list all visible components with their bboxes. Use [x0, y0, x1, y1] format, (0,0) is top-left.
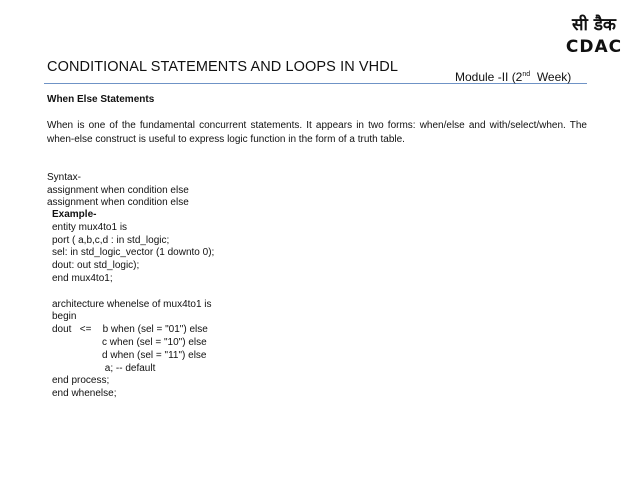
code-line: end mux4to1; [52, 272, 113, 284]
module-prefix: Module -II (2 [455, 70, 523, 84]
cdac-logo [560, 12, 628, 56]
slide-title: CONDITIONAL STATEMENTS AND LOOPS IN VHDL [47, 59, 398, 75]
code-line: end process; [52, 375, 110, 387]
syntax-line: assignment when condition else [47, 197, 189, 209]
code-line: port ( a,b,c,d : in std_logic; [52, 234, 170, 246]
code-line: dout <= b when (sel = "01") else [52, 324, 208, 336]
cdac-logo-graphic [560, 12, 628, 56]
syntax-block [47, 159, 189, 210]
code-line: dout: out std_logic); [52, 260, 140, 272]
example-label: Example- [52, 209, 97, 220]
module-label [455, 70, 571, 84]
code-line: d when (sel = "11") else [52, 349, 207, 361]
description-paragraph: When is one of the fundamental concurrent statements. It appears in two forms: when/else and with/select/when. The when-else construct is useful to express logic function in the form of a truth table. [47, 120, 587, 145]
module-superscript: nd [522, 71, 531, 78]
syntax-line: assignment when condition else [47, 184, 189, 196]
logo-hindi-text: सी डैक [572, 15, 616, 35]
example-code-block [52, 209, 214, 401]
code-line: sel: in std_logic_vector (1 downto 0); [52, 247, 215, 259]
syntax-line: Syntax- [47, 171, 81, 183]
code-line: entity mux4to1 is [52, 221, 128, 233]
module-suffix: Week) [530, 70, 572, 84]
logo-english-text: CDAC [565, 37, 623, 56]
code-line: architecture whenelse of mux4to1 is [52, 298, 212, 310]
section-heading: When Else Statements [47, 94, 155, 105]
code-line: a; -- default [52, 362, 156, 374]
code-line [52, 286, 214, 299]
code-line: c when (sel = "10") else [52, 336, 207, 348]
code-line: begin [52, 311, 77, 323]
code-line: end whenelse; [52, 388, 117, 400]
